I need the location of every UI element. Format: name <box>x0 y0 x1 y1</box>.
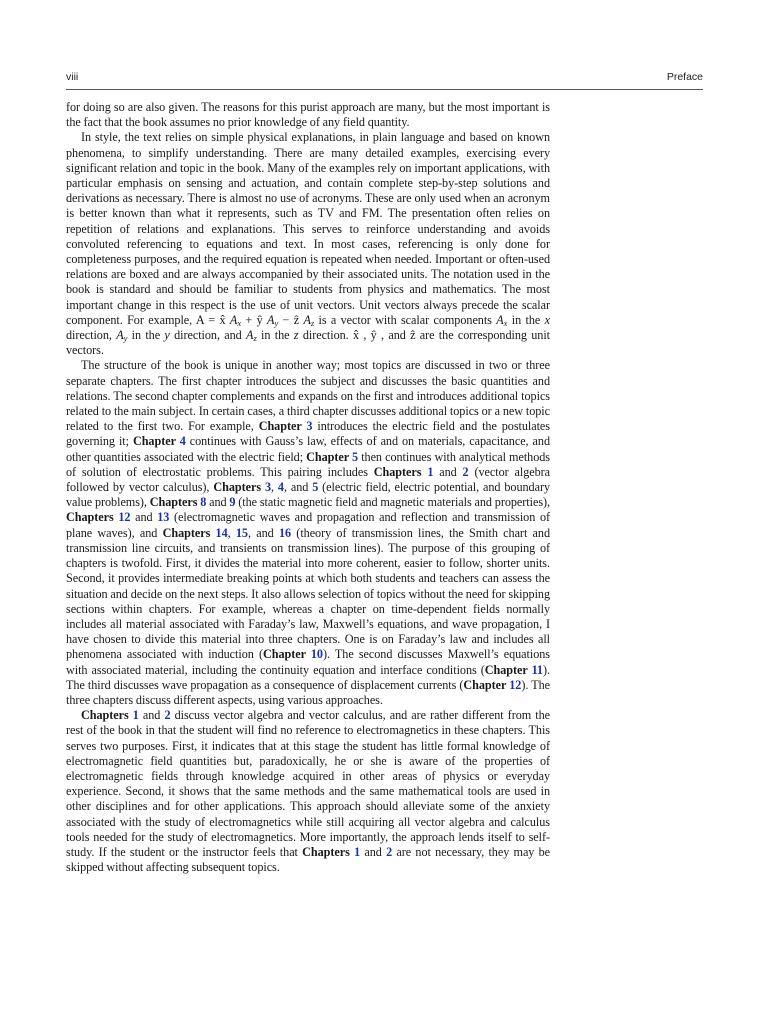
chapter-4-link[interactable]: 4 <box>179 434 186 449</box>
running-title: Preface <box>666 71 703 83</box>
header-rule <box>66 89 703 90</box>
chapter-11-link[interactable]: 11 <box>531 662 543 677</box>
chapter-1-link[interactable]: 1 <box>132 708 139 723</box>
paragraph-1: for doing so are also given. The reasons for this purist approach are many, but the most important is the fact that the book assumes no prior knowledge of any field quantity. <box>66 100 550 130</box>
chapter-8-link[interactable]: 8 <box>200 495 207 510</box>
running-header <box>66 71 703 87</box>
chapter-4-link[interactable]: 4 <box>277 480 284 495</box>
paragraph-3: The structure of the book is unique in another way; most topics are discussed in two or three separate chapters. The first chapter introduces the subject and discusses the basic quantities and relations. The second chapter complements and expands on the first and introduces additional topics related to the main subject. In certain cases, a third chapter discusses additional topics or a new topic related to the first two. For example, Chapter 3 introduces the electric field and the postulates governing it; Chapter 4 continues with Gauss’s law, effects of and on materials, capacitance, and other quantities associated with the electric field; Chapter 5 then continues with analytical methods of solution of electrostatic problems. This pairing includes Chapters 1 and 2 (vector algebra followed by vector calculus), Chapters 3, 4, and 5 (electric field, electric potential, and boundary value problems), Chapters 8 and 9 (the static magnetic field and magnetic materials and properties), Chapters 12 and 13 (electromagnetic waves and propagation and reflection and transmission of plane waves), and Chapters 14, 15, and 16 (theory of transmission lines, the Smith chart and transmission line circuits, and transients on transmission lines). The purpose of this grouping of chapters is twofold. First, it divides the material into more coherent, easier to follow, shorter units. Second, it provides intermediate breaking points at which both students and teachers can assess the situation and decide on the next steps. It also allows selection of topics without the need for skipping sections within chapters. For example, whereas a chapter on time-dependent fields normally includes all material associated with Faraday’s law, Maxwell’s equations, and wave propagation, I have chosen to divide this material into three chapters. One is on Faraday’s law and includes all phenomena associated with induction (Chapter 10). The second discusses Maxwell’s equations with associated material, including the continuity equation and interface conditions (Chapter 11). The third discusses wave propagation as a consequence of displacement currents (Chapter 12). The three chapters discuss different aspects, using various approaches. <box>66 358 551 707</box>
chapter-12-link[interactable]: 12 <box>118 510 131 525</box>
chapter-5-link[interactable]: 5 <box>352 449 359 464</box>
chapter-10-link[interactable]: 10 <box>310 647 323 662</box>
chapter-3-link[interactable]: 3 <box>264 480 271 495</box>
chapter-14-link[interactable]: 14 <box>215 525 228 540</box>
chapter-3-link[interactable]: 3 <box>306 419 313 434</box>
paragraph-2: In style, the text relies on simple physical explanations, in plain language and based on known phenomena, to simplify understanding. There are many detailed examples, exercising every significant relation and topic in the book. Many of the examples rely on important applications, with particular emphasis on sensing and actuation, and contain complete step-by-step solutions and derivations as necessary. There is almost no use of acronyms. These are only used when an acronym is better known than what it represents, such as TV and FM. The presentation often relies on repetition of relations and explanations. This serves to reinforce understanding and avoids convoluted referencing to equations and text. In most cases, referencing is only done for completeness purposes, and the required equation is repeated when needed. Important or often-used relations are boxed and are always accompanied by their associated units. The notation used in the book is standard and should be familiar to students from physics and mathematics. The most important change in this respect is the use of unit vectors. Unit vectors always precede the scalar component. For example, A = x̂ $A_x$ + ŷ $A_y$ − ẑ $A_z$ is a vector with scalar components $A_x$ in the x direction, $A_y$ in the y direction, and $A_z$ in the z direction. x̂ , ŷ , and ẑ are the corresponding unit vectors. <box>66 130 551 358</box>
chapter-2-link[interactable]: 2 <box>462 464 469 479</box>
chapter-5-link[interactable]: 5 <box>312 480 319 495</box>
chapter-1-link[interactable]: 1 <box>354 844 361 859</box>
chapter-2-link[interactable]: 2 <box>164 708 171 723</box>
chapter-15-link[interactable]: 15 <box>235 525 248 540</box>
chapter-1-link[interactable]: 1 <box>427 464 434 479</box>
chapter-9-link[interactable]: 9 <box>229 495 236 510</box>
chapter-12-link[interactable]: 12 <box>509 677 522 692</box>
chapter-13-link[interactable]: 13 <box>157 510 170 525</box>
chapter-2-link[interactable]: 2 <box>386 844 393 859</box>
page-number: viii <box>66 71 79 83</box>
body-text <box>66 100 550 875</box>
chapter-16-link[interactable]: 16 <box>278 525 292 540</box>
paragraph-4: Chapters 1 and 2 discuss vector algebra and vector calculus, and are rather different from the rest of the book in that the student will find no reference to electromagnetics in these chapters. This serves two purposes. First, it indicates that at this stage the student has little formal knowledge of electromagnetic field quantities but, paradoxically, he or she is aware of the properties of electromagnetic fields through knowledge acquired in other areas of physics or everyday experience. Second, it shows that the same methods and the same mathematical tools are used in other disciplines and for other applications. This approach should alleviate some of the anxiety associated with the study of electromagnetics while still acquiring all vector algebra and calculus tools needed for the study of electromagnetics. More importantly, the approach lends itself to self-study. If the student or the instructor feels that Chapters 1 and 2 are not necessary, they may be skipped without affecting subsequent topics. <box>66 708 551 875</box>
